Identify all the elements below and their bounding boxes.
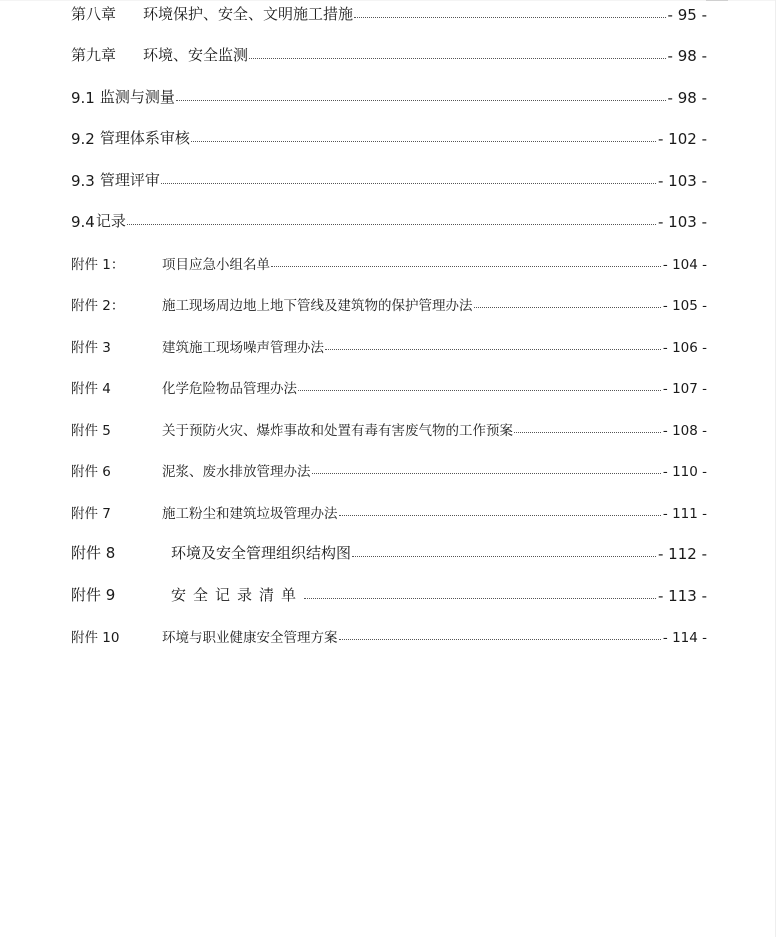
- toc-entry-number: 9.1: [71, 89, 95, 107]
- page-corner-mark: [706, 0, 728, 1]
- toc-dot-leader: [249, 58, 666, 59]
- toc-dot-leader: [161, 183, 656, 184]
- toc-entry-attachment-9[interactable]: [71, 581, 707, 605]
- toc-entry-page: - 110 -: [662, 464, 707, 480]
- toc-dot-leader: [312, 473, 661, 474]
- toc-entry-chapter-8[interactable]: [71, 0, 707, 24]
- toc-dot-leader: [339, 515, 661, 516]
- toc-entry-attachment-5[interactable]: [71, 415, 707, 439]
- toc-entry-number: 附件 9: [71, 586, 116, 604]
- toc-dot-leader: [474, 307, 661, 308]
- toc-entry-page: - 108 -: [662, 423, 707, 439]
- toc-entry-title: 环境、安全监测: [143, 46, 249, 64]
- toc-entry-page: - 112 -: [658, 545, 707, 563]
- toc-entry-title: 监测与测量: [99, 88, 175, 106]
- toc-entry-page: - 98 -: [667, 89, 707, 107]
- toc-entry-number: 附件 1：: [71, 257, 125, 273]
- toc-entry-title: 环境保护、安全、文明施工措施: [143, 5, 354, 23]
- toc-entry-page: - 114 -: [662, 630, 707, 646]
- toc-entry-title: 环境与职业健康安全管理方案: [162, 630, 338, 646]
- toc-entry-title: 管理体系审核: [99, 129, 190, 147]
- toc-entry-number: 9.4: [71, 213, 95, 231]
- toc-entry-chapter-9[interactable]: [71, 41, 707, 65]
- toc-entry-number: 附件 7: [71, 506, 111, 522]
- toc-entry-title: 建筑施工现场噪声管理办法: [162, 340, 324, 356]
- toc-dot-leader: [191, 141, 656, 142]
- toc-entry-title: 泥浆、废水排放管理办法: [162, 464, 311, 480]
- toc-entry-page: - 106 -: [662, 340, 707, 356]
- toc-entry-title: 施工粉尘和建筑垃圾管理办法: [162, 506, 338, 522]
- toc-entry-number: 附件 8: [71, 544, 116, 562]
- toc-entry-title: 管理评审: [99, 171, 160, 189]
- toc-entry-page: - 103 -: [658, 213, 707, 231]
- toc-dot-leader: [352, 556, 656, 557]
- toc-entry-title: 化学危险物品管理办法: [162, 381, 297, 397]
- toc-entry-section-9-2[interactable]: [71, 124, 707, 148]
- toc-dot-leader: [298, 390, 661, 391]
- toc-entry-number: 第八章: [71, 5, 117, 23]
- toc-entry-page: - 111 -: [662, 506, 707, 522]
- toc-entry-title: 项目应急小组名单: [162, 257, 270, 273]
- toc-dot-leader: [304, 598, 656, 599]
- toc-entry-number: 附件 4: [71, 381, 111, 397]
- toc-dot-leader: [271, 266, 661, 267]
- toc-entry-attachment-8[interactable]: [71, 539, 707, 563]
- toc-entry-title: 关于预防火灾、爆炸事故和处置有毒有害废气物的工作预案: [162, 423, 513, 439]
- toc-entry-title: 记录: [95, 212, 126, 230]
- toc-entry-section-9-1[interactable]: [71, 83, 707, 107]
- toc-entry-page: - 104 -: [662, 257, 707, 273]
- toc-entry-number: 9.3: [71, 172, 95, 190]
- toc-entry-number: 9.2: [71, 130, 95, 148]
- toc-entry-page: - 107 -: [662, 381, 707, 397]
- toc-entry-title: 施工现场周边地上地下管线及建筑物的保护管理办法: [162, 298, 473, 314]
- toc-entry-number: 第九章: [71, 46, 117, 64]
- toc-entry-attachment-6[interactable]: [71, 456, 707, 480]
- toc-entry-page: - 102 -: [658, 130, 707, 148]
- toc-entry-page: - 95 -: [667, 6, 707, 24]
- toc-entry-number: 附件 5: [71, 423, 111, 439]
- toc-dot-leader: [127, 224, 656, 225]
- toc-entry-number: 附件 6: [71, 464, 111, 480]
- toc-entry-attachment-4[interactable]: [71, 373, 707, 397]
- toc-entry-attachment-2[interactable]: [71, 290, 707, 314]
- toc-entry-attachment-7[interactable]: [71, 498, 707, 522]
- toc-entry-title: 环境及安全管理组织结构图: [171, 544, 352, 562]
- toc-entry-page: - 98 -: [667, 47, 707, 65]
- toc-dot-leader: [339, 639, 661, 640]
- toc-entry-page: - 103 -: [658, 172, 707, 190]
- toc-entry-attachment-1[interactable]: [71, 249, 707, 273]
- toc-entry-section-9-4[interactable]: [71, 207, 707, 231]
- toc-entry-page: - 105 -: [662, 298, 707, 314]
- toc-entry-number: 附件 10: [71, 630, 120, 646]
- toc-dot-leader: [176, 100, 666, 101]
- toc-entry-number: 附件 2：: [71, 298, 125, 314]
- toc-entry-page: - 113 -: [658, 587, 707, 605]
- toc-dot-leader: [354, 17, 666, 18]
- toc-entry-number: 附件 3: [71, 340, 111, 356]
- toc-entry-section-9-3[interactable]: [71, 166, 707, 190]
- toc-entry-attachment-3[interactable]: [71, 332, 707, 356]
- toc-dot-leader: [325, 349, 661, 350]
- toc-entry-title: 安全记录清单: [171, 586, 304, 604]
- toc-entry-attachment-10[interactable]: [71, 622, 707, 646]
- toc-dot-leader: [514, 432, 661, 433]
